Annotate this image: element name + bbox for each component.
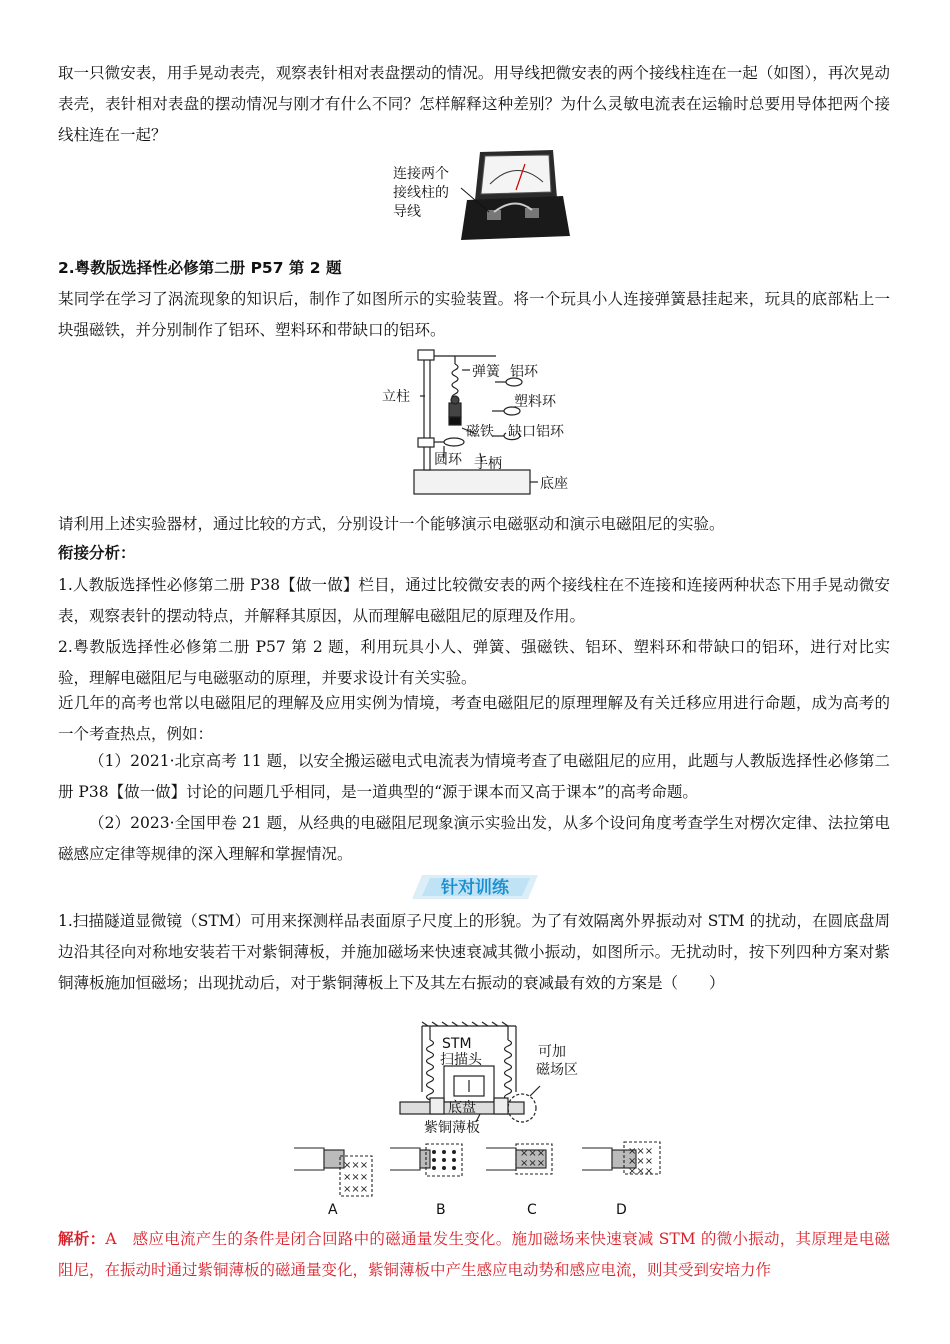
svg-text:×××: ××× bbox=[520, 1148, 546, 1159]
meter-label-line2: 接线柱的 bbox=[393, 185, 449, 201]
q2-title: 2.粤教版选择性必修第二册 P57 第 2 题 bbox=[58, 259, 342, 277]
intro-question: 取一只微安表，用手晃动表壳，观察表针相对表盘摆动的情况。用导线把微安表的两个接线柱连在一起（如图），再次晃动表壳，表针相对表盘的摆动情况与刚才有什么不同？怎样解释这种差别？为什么灵敏电流表在运输时总要用导体把两个接线柱连在一起？ bbox=[58, 64, 890, 144]
analysis-paragraph-2: 2.粤教版选择性必修第二册 P57 第 2 题，利用玩具小人、弹簧、强磁铁、铝环、塑料环和带缺口的铝环，进行对比实验，理解电磁阻尼与电磁驱动的原理，并要求设计有关实验。 bbox=[58, 638, 890, 687]
eddy-current-apparatus bbox=[380, 348, 580, 506]
option-a-diagram bbox=[294, 1148, 372, 1196]
label-base: 底座 bbox=[540, 476, 568, 492]
label-plastic-ring: 塑料环 bbox=[514, 394, 556, 410]
option-c-label: C bbox=[527, 1202, 537, 1218]
label-round-ring: 圆环 bbox=[434, 452, 462, 468]
microammeter-figure bbox=[385, 148, 575, 242]
label-base-disk: 底盘 bbox=[448, 1100, 476, 1116]
label-spring: 弹簧 bbox=[472, 364, 500, 380]
label-handle: 手柄 bbox=[474, 456, 502, 472]
option-c-diagram bbox=[486, 1144, 552, 1174]
label-gap-ring: 缺口铝环 bbox=[508, 424, 564, 440]
label-al-ring: 铝环 bbox=[510, 364, 538, 380]
analysis-paragraph-4: （1）2021·北京高考 11 题，以安全搬运磁电式电流表为情境考查了电磁阻尼的应用，此题与人教版选择性必修第二册 P38【做一做】讨论的问题几乎相同，是一道典型的“源于课本而又高于课本”的高考命题。 bbox=[58, 752, 890, 801]
option-b-label: B bbox=[436, 1202, 446, 1218]
label-field-region-1: 可加 bbox=[538, 1044, 566, 1060]
solution-answer: A bbox=[105, 1230, 117, 1248]
option-d-diagram bbox=[582, 1142, 660, 1177]
practice-question-1: 1.扫描隧道显微镜（STM）可用来探测样品表面原子尺度上的形貌。为了有效隔离外界振动对 STM 的扰动，在圆底盘周边沿其径向对称地安装若干对紫铜薄板，并施加磁场来快速衰减其微小振动，如图所示。无扰动时，按下列四种方案对紫铜薄板施加恒磁场；出现扰动后，对于紫铜薄板上下及其左右振动的衰减最有效的方案是（ ） bbox=[58, 912, 890, 992]
label-magnet: 磁铁 bbox=[466, 424, 494, 440]
meter-label bbox=[393, 165, 449, 220]
meter-label-line3: 导线 bbox=[393, 204, 421, 220]
q2-text: 某同学在学习了涡流现象的知识后，制作了如图所示的实验装置。将一个玩具小人连接弹簧悬挂起来，玩具的底部粘上一块强磁铁，并分别制作了铝环、塑料环和带缺口的铝环。 bbox=[58, 290, 890, 339]
meter-label-line1: 连接两个 bbox=[393, 166, 449, 182]
banner-text: 针对训练 bbox=[441, 878, 509, 898]
solution-text: 感应电流产生的条件是闭合回路中的磁通量发生变化。施加磁场来快速衰减 STM 的微小振动，其原理是电磁阻尼，在振动时通过紫铜薄板的磁通量变化，紫铜薄板中产生感应电动势和感应电流，则其受到安培力作 bbox=[58, 1230, 890, 1279]
label-copper-plate: 紫铜薄板 bbox=[424, 1120, 480, 1136]
solution-label: 解析： bbox=[58, 1230, 106, 1248]
label-scan-head: 扫描头 bbox=[440, 1052, 482, 1068]
meter-body bbox=[461, 150, 570, 240]
q2-task: 请利用上述实验器材，通过比较的方式，分别设计一个能够演示电磁驱动和演示电磁阻尼的实验。 bbox=[58, 515, 725, 533]
analysis-paragraph-1: 1.人教版选择性必修第二册 P38【做一做】栏目，通过比较微安表的两个接线柱在不连接和连接两种状态下用手晃动微安表，观察表针的摆动特点，并解释其原因，从而理解电磁阻尼的原理及作用。 bbox=[58, 576, 890, 625]
svg-text:×××: ××× bbox=[628, 1166, 654, 1177]
svg-text:×××: ××× bbox=[343, 1184, 369, 1195]
option-d-label: D bbox=[616, 1202, 627, 1218]
analysis-heading: 衔接分析： bbox=[58, 544, 136, 562]
option-a-label: A bbox=[328, 1202, 338, 1218]
label-field-region-2: 磁场区 bbox=[536, 1062, 578, 1078]
practice-banner bbox=[412, 873, 538, 901]
svg-text:×××: ××× bbox=[520, 1158, 546, 1169]
solution-paragraph bbox=[58, 1224, 890, 1286]
option-b-diagram bbox=[390, 1144, 462, 1176]
svg-text:×××: ××× bbox=[343, 1172, 369, 1183]
svg-text:×××: ××× bbox=[628, 1146, 654, 1157]
svg-text:×××: ××× bbox=[343, 1160, 369, 1171]
svg-text:×××: ××× bbox=[628, 1156, 654, 1167]
analysis-paragraph-3: 近几年的高考也常以电磁阻尼的理解及应用实例为情境，考查电磁阻尼的原理理解及有关迁移应用进行命题，成为高考的一个考查热点，例如： bbox=[58, 694, 890, 743]
label-stm: STM bbox=[442, 1036, 472, 1052]
analysis-paragraph-5: （2）2023·全国甲卷 21 题，从经典的电磁阻尼现象演示实验出发，从多个设问角度考查学生对楞次定律、法拉第电磁感应定律等规律的深入理解和掌握情况。 bbox=[58, 814, 890, 863]
stm-figure bbox=[290, 1020, 670, 1220]
label-pole: 立柱 bbox=[382, 389, 410, 405]
